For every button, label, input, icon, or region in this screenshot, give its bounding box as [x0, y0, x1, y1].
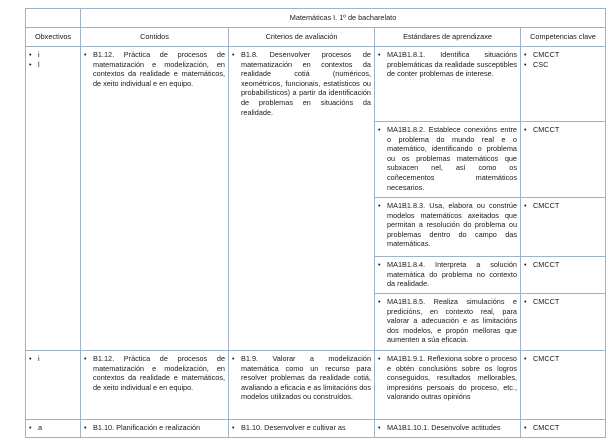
competencies-cell [521, 294, 606, 351]
standard-text: MA1B1.8.5. Realiza simulacións e predicións, en contexto real, para valorar a adecuación e as limitacións dos modelos, e propón melloras que aumenten a súa eficacia. [387, 297, 517, 345]
list-item: • B1.12. Práctica de procesos de matematización e modelización, en contextos da realidade e matemáticos, de xeito individual e en equipo. [84, 50, 225, 88]
list-item: • CMCCT [524, 354, 560, 363]
criteria-text: B1.9. Valorar a modelización matemática como un recurso para resolver problemas da realidade cotiá, avaliando a eficacia e as limitacións dos modelos utilizados ou construídos. [241, 354, 371, 402]
content-text: B1.12. Práctica de procesos de matematización e modelización, en contextos da realidade e matemáticos, de xeito individual e en equipo. [93, 354, 225, 392]
title-blank-cell [26, 9, 81, 28]
header-criteria: Criterios de avaliación [229, 28, 375, 47]
competencies-cell [521, 47, 606, 122]
content-text: B1.12. Práctica de procesos de matematización e modelización, en contextos da realidade e matemáticos, de xeito individual e en equipo. [93, 50, 225, 88]
curriculum-table [25, 8, 606, 438]
list-item: • CMCCT [524, 260, 560, 269]
table-row [26, 47, 606, 122]
list-item: • MA1B1.8.1. Identifica situacións problemáticas da realidade susceptibles de conter problemas de interese. [378, 50, 517, 79]
competencies-cell [521, 420, 606, 438]
list-item: • MA1B1.8.4. Interpreta a solución matemática do problema no contexto da realidade. [378, 260, 517, 289]
list-item: • MA1B1.10.1. Desenvolve actitudes [378, 423, 517, 433]
competency-code: CMCCT [533, 354, 560, 363]
list-item: • CMCCT [524, 125, 560, 134]
competency-code: CMCCT [533, 201, 560, 210]
competency-code: CMCCT [533, 423, 560, 432]
table-row [26, 420, 606, 438]
list-item: • CMCCT [524, 201, 560, 210]
list-item: • CMCCT [524, 423, 560, 432]
list-item: • B1.8. Desenvolver procesos de matematización en contextos da realidade cotiá (numéricos, xeométricos, funcionais, estatísticos ou probabilísticos) a partir da identificación de problemas en situacións da realidade. [232, 50, 371, 117]
curriculum-table-page [25, 8, 605, 438]
competencies-cell [521, 257, 606, 294]
criteria-cell [229, 47, 375, 351]
table-title: Matemáticas I. 1º de bacharelato [81, 9, 606, 28]
list-item: • l [29, 59, 40, 69]
list-item: • B1.12. Práctica de procesos de matematización e modelización, en contextos da realidade e matemáticos, de xeito individual e en equipo. [84, 354, 225, 392]
criteria-text: B1.10. Desenvolver e cultivar as [241, 423, 346, 432]
competencies-cell [521, 351, 606, 420]
header-objectives: Obxectivos [26, 28, 81, 47]
header-standards: Estándares de aprendizaxe [375, 28, 521, 47]
criteria-text: B1.8. Desenvolver procesos de matematización en contextos da realidade cotiá (numéricos, xeométricos, funcionais, estatísticos ou probabilísticos) a partir da identificación de problemas en situacións da realidade. [241, 50, 371, 117]
objective-code: l [38, 59, 40, 69]
objectives-cell [26, 420, 81, 438]
header-competencies: Competencias clave [521, 28, 606, 47]
objective-code: i [38, 354, 40, 363]
standard-cell [375, 198, 521, 257]
objective-code: a [38, 423, 43, 432]
competency-code: CMCCT [533, 260, 560, 269]
standard-cell [375, 420, 521, 438]
list-item: • MA1B1.8.3. Usa, elabora ou constrúe modelos matemáticos axeitados que permitan a resolución do problema ou problemas dentro do campo das matemáticas. [378, 201, 517, 249]
competency-code: CMCCT [533, 125, 560, 134]
list-item: • B1.10. Planificación e realización [84, 423, 225, 433]
header-contents: Contidos [81, 28, 229, 47]
standard-cell [375, 351, 521, 420]
standard-text: MA1B1.8.3. Usa, elabora ou constrúe modelos matemáticos axeitados que permitan a resolución do problema ou problemas dentro do campo das matemáticas. [387, 201, 517, 249]
list-item: • CSC [524, 59, 549, 69]
content-cell [81, 47, 229, 351]
competency-code: CSC [533, 59, 549, 69]
criteria-cell [229, 351, 375, 420]
criteria-cell [229, 420, 375, 438]
list-item: • CMCCT [524, 50, 560, 59]
content-cell [81, 351, 229, 420]
list-item: • CMCCT [524, 297, 560, 306]
standard-cell [375, 257, 521, 294]
standard-cell [375, 122, 521, 198]
standard-cell [375, 47, 521, 122]
content-text: B1.10. Planificación e realización [93, 423, 201, 432]
list-item: • MA1B1.8.2. Establece conexións entre o problema do mundo real e o matemático, identificando o problema ou os problemas matemáticos que subxacen nel, así como os coñecementos matemáticos necesarios. [378, 125, 517, 192]
list-item: • MA1B1.9.1. Reflexiona sobre o proceso e obtén conclusións sobre os logros conseguidos, resultados mellorables, impresións persoais do proceso, etc., valorando outras opinións [378, 354, 517, 402]
standard-text: MA1B1.8.4. Interpreta a solución matemática do problema no contexto da realidade. [387, 260, 517, 289]
list-item: • B1.10. Desenvolver e cultivar as [232, 423, 371, 433]
list-item: • B1.9. Valorar a modelización matemática como un recurso para resolver problemas da realidade cotiá, avaliando a eficacia e as limitacións dos modelos utilizados ou construídos. [232, 354, 371, 402]
standard-text: MA1B1.10.1. Desenvolve actitudes [387, 423, 501, 432]
standard-text: MA1B1.9.1. Reflexiona sobre o proceso e obtén conclusións sobre os logros conseguidos, resultados mellorables, impresións persoais do proceso, etc., valorando outras opinións [387, 354, 517, 402]
competencies-cell [521, 198, 606, 257]
list-item: • a [29, 423, 43, 432]
standard-cell [375, 294, 521, 351]
list-item: • i [29, 50, 40, 59]
standard-text: MA1B1.8.2. Establece conexións entre o problema do mundo real e o matemático, identificando o problema ou os problemas matemáticos que subxacen nel, así como os coñecementos matemáticos necesarios. [387, 125, 517, 192]
objectives-cell [26, 351, 81, 420]
content-cell [81, 420, 229, 438]
competency-code: CMCCT [533, 297, 560, 306]
standard-text: MA1B1.8.1. Identifica situacións problemáticas da realidade susceptibles de conter problemas de interese. [387, 50, 517, 79]
list-item: • i [29, 354, 40, 363]
list-item: • MA1B1.8.5. Realiza simulacións e predicións, en contexto real, para valorar a adecuación e as limitacións dos modelos, e propón melloras que aumenten a súa eficacia. [378, 297, 517, 345]
competency-code: CMCCT [533, 50, 560, 59]
table-row [26, 351, 606, 420]
objective-code: i [38, 50, 40, 59]
objectives-cell [26, 47, 81, 351]
competencies-cell [521, 122, 606, 198]
